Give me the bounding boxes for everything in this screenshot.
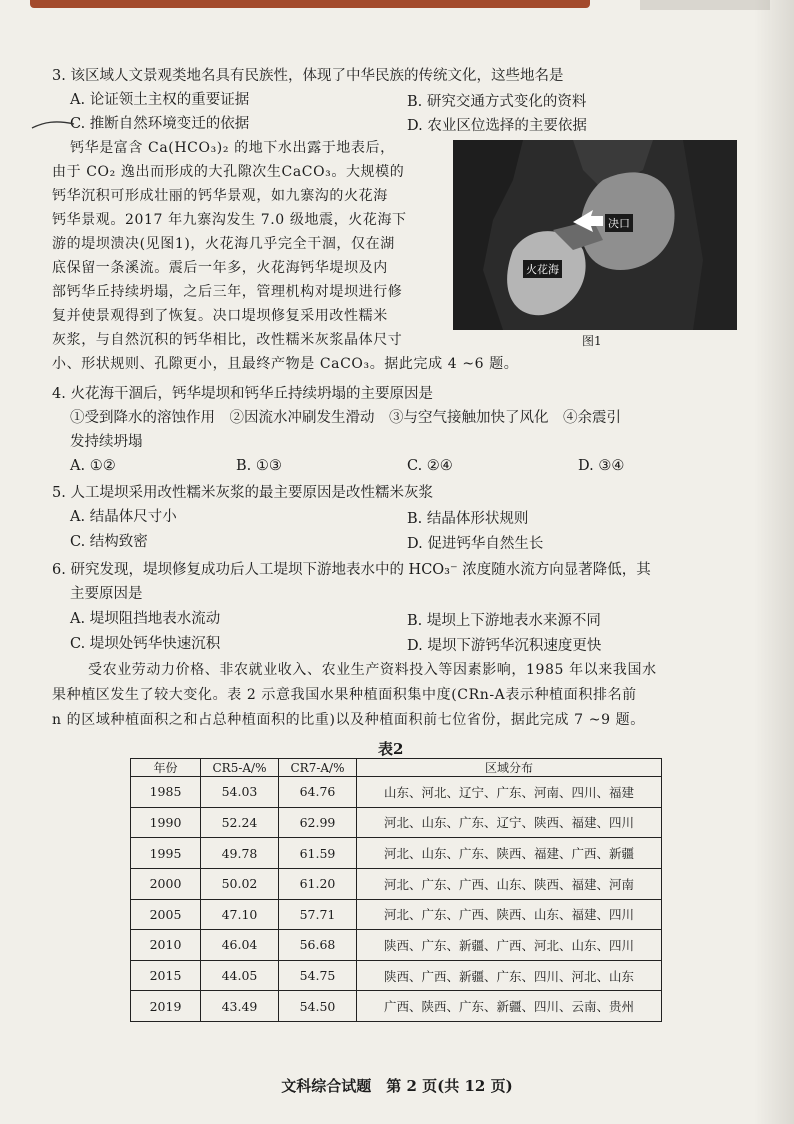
header-cr5: CR5-A/% xyxy=(201,759,279,777)
passage1-line: 底保留一条溪流。震后一年多，火花海钙华堤坝及内 xyxy=(52,260,388,276)
cell-cr5: 49.78 xyxy=(201,838,279,869)
cell-year: 2000 xyxy=(131,868,201,899)
figure1-label-breach: 决口 xyxy=(605,214,633,232)
cell-regions: 河北、广东、广西、山东、陕西、福建、河南 xyxy=(357,868,662,899)
table-row xyxy=(131,868,662,899)
q4-option-a: A. ①② xyxy=(70,458,116,474)
table2-title: 表2 xyxy=(378,740,404,758)
table-row xyxy=(131,960,662,991)
cell-cr7: 62.99 xyxy=(279,807,357,838)
passage1-line: 由于 CO₂ 逸出而形成的大孔隙次生CaCO₃。大规模的 xyxy=(52,164,405,180)
q4-option-d: D. ③④ xyxy=(578,458,625,474)
q6-option-b: B. 堤坝上下游地表水来源不同 xyxy=(407,613,601,629)
q6-option-a: A. 堤坝阻挡地表水流动 xyxy=(70,611,221,627)
cell-cr5: 50.02 xyxy=(201,868,279,899)
header-regions: 区域分布 xyxy=(357,759,662,777)
q5-option-b: B. 结晶体形状规则 xyxy=(407,511,529,527)
q3-option-a: A. 论证领土主权的重要证据 xyxy=(70,92,250,108)
table-row xyxy=(131,991,662,1022)
cell-year: 1995 xyxy=(131,838,201,869)
figure1-caption: 图1 xyxy=(582,334,602,348)
cell-regions: 山东、河北、辽宁、广东、河南、四川、福建 xyxy=(357,777,662,808)
cell-cr7: 61.59 xyxy=(279,838,357,869)
scan-edge-band-right xyxy=(640,0,770,10)
q3-option-b: B. 研究交通方式变化的资料 xyxy=(407,94,587,110)
cell-cr5: 43.49 xyxy=(201,991,279,1022)
cell-regions: 广西、陕西、广东、新疆、四川、云南、贵州 xyxy=(357,991,662,1022)
cell-year: 2010 xyxy=(131,930,201,961)
passage2-line: n 的区域种植面积之和占总种植面积的比重)以及种植面积前七位省份，据此完成 7 ~9 题。 xyxy=(52,712,645,728)
table-header-row xyxy=(131,759,662,777)
figure1-label-sea: 火花海 xyxy=(523,260,562,278)
passage1-line: 钙华沉积可形成壮丽的钙华景观，如九寨沟的火花海 xyxy=(52,188,388,204)
cell-cr5: 44.05 xyxy=(201,960,279,991)
cell-regions: 陕西、广西、新疆、广东、四川、河北、山东 xyxy=(357,960,662,991)
q3-stem: 3. 该区域人文景观类地名具有民族性，体现了中华民族的传统文化，这些地名是 xyxy=(52,68,564,84)
passage1-line: 部钙华丘持续坍塌，之后三年，管理机构对堤坝进行修 xyxy=(52,284,403,300)
cell-cr5: 46.04 xyxy=(201,930,279,961)
q5-option-d: D. 促进钙华自然生长 xyxy=(407,536,544,552)
q6-option-d: D. 堤坝下游钙华沉积速度更快 xyxy=(407,638,602,654)
q4-items-line2: 发持续坍塌 xyxy=(70,434,143,450)
page-fold-shadow xyxy=(754,0,794,1124)
q6-option-c: C. 堤坝处钙华快速沉积 xyxy=(70,636,221,652)
cell-year: 2019 xyxy=(131,991,201,1022)
passage1-line: 灰浆，与自然沉积的钙华相比，改性糯米灰浆晶体尺寸 xyxy=(52,332,403,348)
q4-option-b: B. ①③ xyxy=(236,458,282,474)
table-row xyxy=(131,838,662,869)
passage1-line: 钙华景观。2017 年九寨沟发生 7.0 级地震，火花海下 xyxy=(52,212,407,228)
q3-option-c: C. 推断自然环境变迁的依据 xyxy=(70,116,250,132)
table-row xyxy=(131,930,662,961)
cell-cr7: 54.75 xyxy=(279,960,357,991)
q3-option-d: D. 农业区位选择的主要依据 xyxy=(407,118,587,134)
scan-edge-band xyxy=(30,0,590,8)
cell-regions: 河北、山东、广东、辽宁、陕西、福建、四川 xyxy=(357,807,662,838)
page-footer: 文科综合试题 第 2 页(共 12 页) xyxy=(281,1077,513,1095)
cell-cr5: 47.10 xyxy=(201,899,279,930)
pen-mark xyxy=(30,118,78,132)
passage1-line: 小、形状规则、孔隙更小，且最终产物是 CaCO₃。据此完成 4 ~6 题。 xyxy=(52,356,519,372)
passage1-line: 复并使景观得到了恢复。决口堤坝修复采用改性糯米 xyxy=(52,308,388,324)
cell-year: 2005 xyxy=(131,899,201,930)
cell-cr5: 54.03 xyxy=(201,777,279,808)
passage1-line: 钙华是富含 Ca(HCO₃)₂ 的地下水出露于地表后， xyxy=(70,140,395,156)
passage2-line: 受农业劳动力价格、非农就业收入、农业生产资料投入等因素影响，1985 年以来我国水 xyxy=(88,662,657,678)
q4-stem: 4. 火花海干涸后，钙华堤坝和钙华丘持续坍塌的主要原因是 xyxy=(52,386,433,402)
q5-stem: 5. 人工堤坝采用改性糯米灰浆的最主要原因是改性糯米灰浆 xyxy=(52,485,433,501)
table-row xyxy=(131,807,662,838)
satellite-image xyxy=(453,140,737,330)
cell-cr7: 64.76 xyxy=(279,777,357,808)
figure1-photo xyxy=(453,140,737,330)
q4-items-line1: ①受到降水的溶蚀作用 ②因流水冲刷发生滑动 ③与空气接触加快了风化 ④余震引 xyxy=(70,410,621,426)
q6-stem-line1: 6. 研究发现，堤坝修复成功后人工堤坝下游地表水中的 HCO₃⁻ 浓度随水流方向显著降低，其 xyxy=(52,562,651,578)
cell-regions: 陕西、广东、新疆、广西、河北、山东、四川 xyxy=(357,930,662,961)
cell-cr7: 56.68 xyxy=(279,930,357,961)
table-row xyxy=(131,777,662,808)
cell-cr5: 52.24 xyxy=(201,807,279,838)
cell-year: 1990 xyxy=(131,807,201,838)
cell-regions: 河北、广东、广西、陕西、山东、福建、四川 xyxy=(357,899,662,930)
table-row xyxy=(131,899,662,930)
q6-stem-line2: 主要原因是 xyxy=(70,586,143,602)
cell-cr7: 61.20 xyxy=(279,868,357,899)
cell-cr7: 54.50 xyxy=(279,991,357,1022)
passage2-line: 果种植区发生了较大变化。表 2 示意我国水果种植面积集中度(CRn-A表示种植面积排名前 xyxy=(52,687,637,703)
header-cr7: CR7-A/% xyxy=(279,759,357,777)
passage1-line: 游的堤坝溃决(见图1)，火花海几乎完全干涸，仅在湖 xyxy=(52,236,395,252)
cell-cr7: 57.71 xyxy=(279,899,357,930)
header-year: 年份 xyxy=(131,759,201,777)
cell-year: 2015 xyxy=(131,960,201,991)
table2 xyxy=(130,758,662,1022)
cell-year: 1985 xyxy=(131,777,201,808)
cell-regions: 河北、山东、广东、陕西、福建、广西、新疆 xyxy=(357,838,662,869)
q4-option-c: C. ②④ xyxy=(407,458,453,474)
q5-option-c: C. 结构致密 xyxy=(70,534,148,550)
q5-option-a: A. 结晶体尺寸小 xyxy=(70,509,177,525)
